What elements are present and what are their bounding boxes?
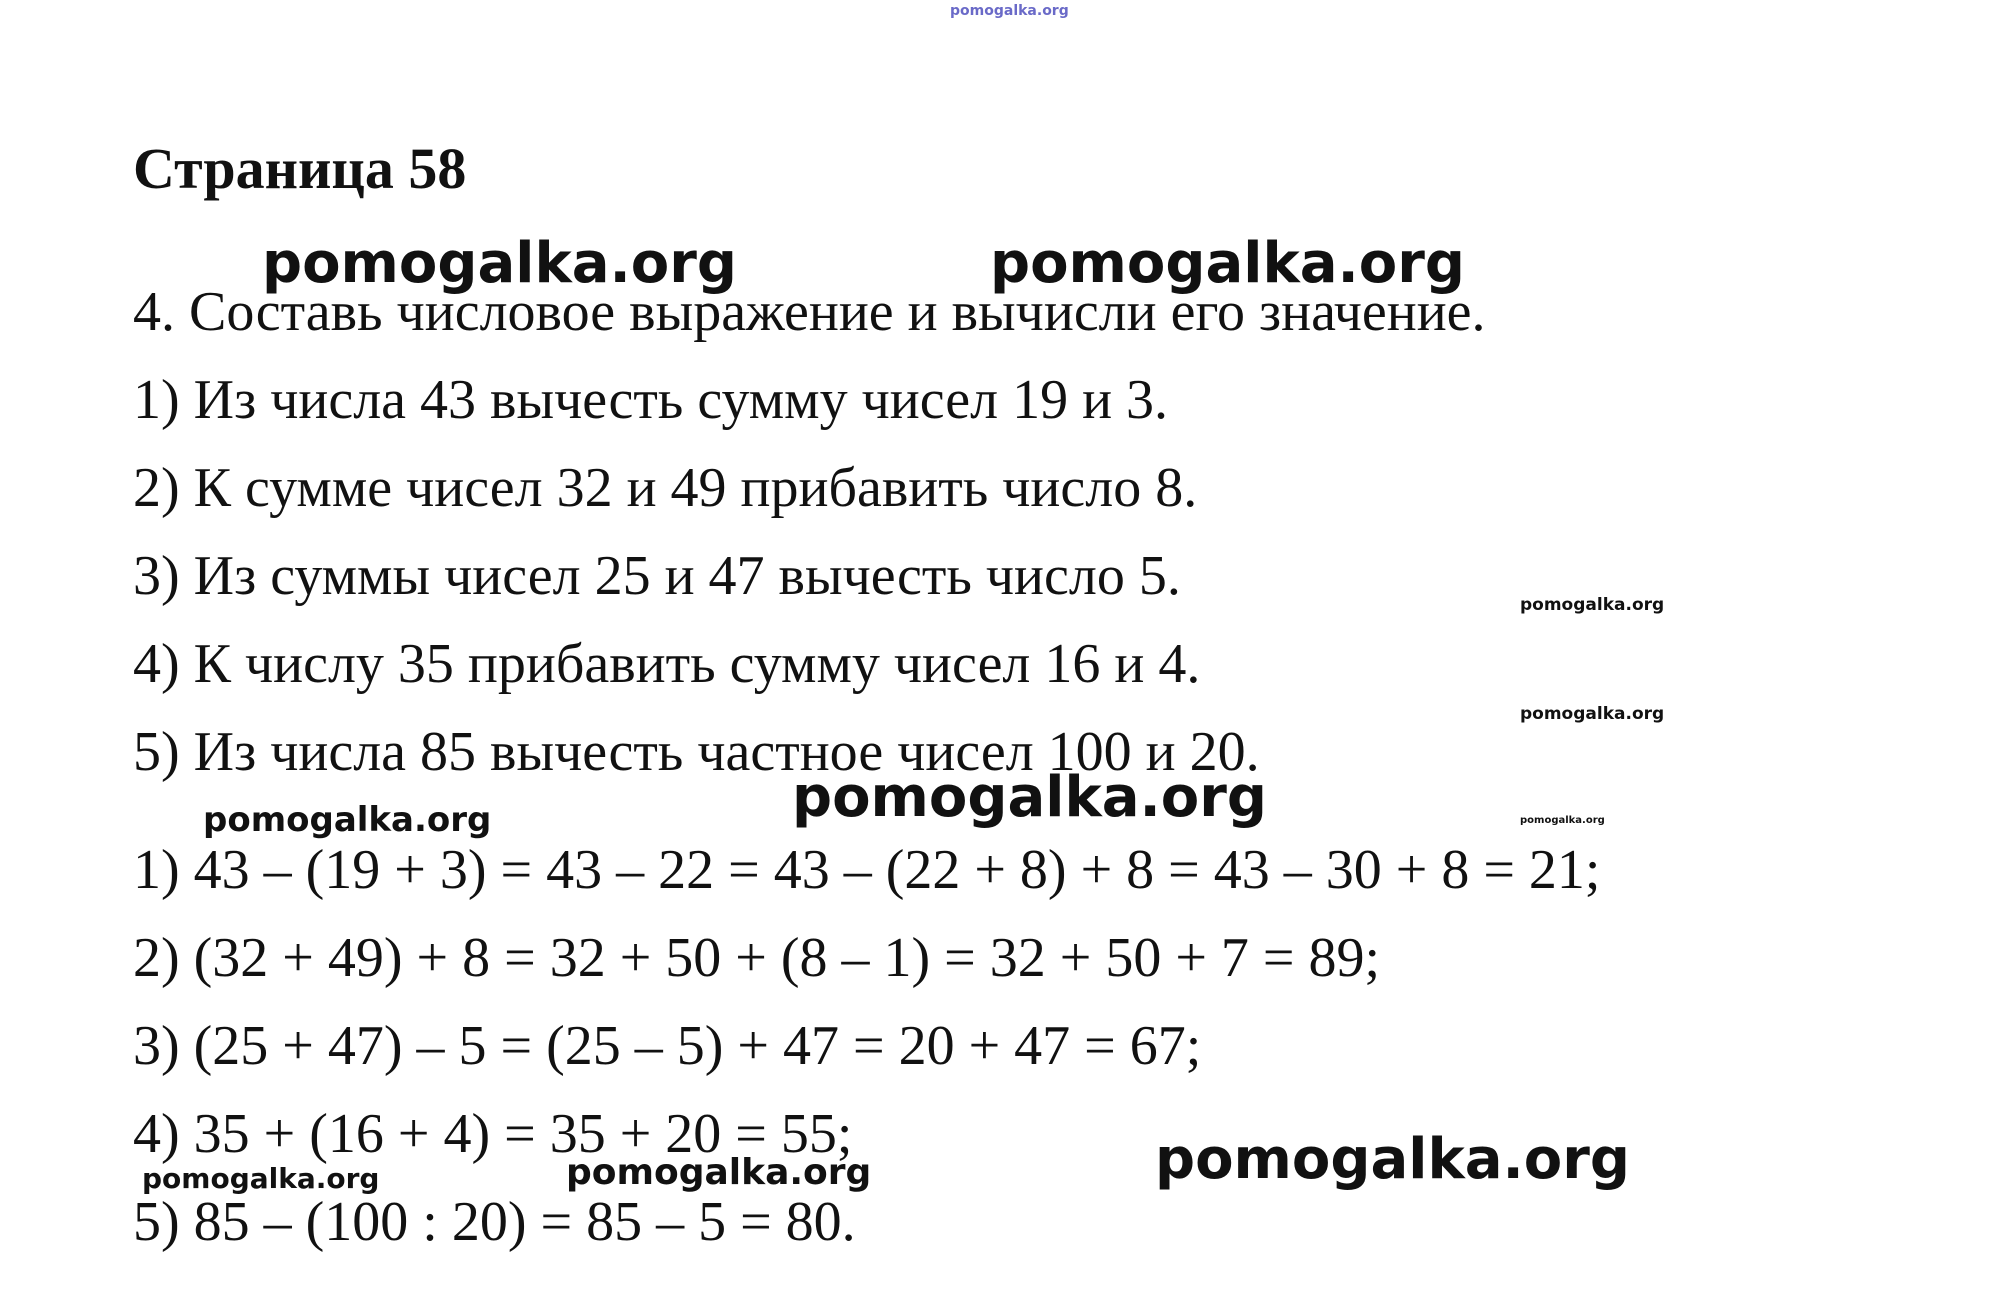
watermark: pomogalka.org [1520,595,1665,615]
watermark-top: pomogalka.org [950,3,1069,19]
watermark: pomogalka.org [142,1162,380,1195]
page-title: Страница 58 [133,136,467,201]
task-item: 5) Из числа 85 вычесть частное чисел 100 и 20. [133,721,1260,783]
task-item: 4) К числу 35 прибавить сумму чисел 16 и 4. [133,633,1201,695]
task-item: 1) Из числа 43 вычесть сумму чисел 19 и 3. [133,369,1169,431]
watermark: pomogalka.org [1155,1127,1630,1192]
watermark: pomogalka.org [792,765,1267,830]
task-item: 3) Из суммы чисел 25 и 47 вычесть число 5. [133,545,1181,607]
watermark: pomogalka.org [990,231,1465,296]
watermark: pomogalka.org [262,231,737,296]
watermark: pomogalka.org [203,800,492,840]
task-item: 2) К сумме чисел 32 и 49 прибавить число 8. [133,457,1198,519]
answer-line: 4) 35 + (16 + 4) = 35 + 20 = 55; [133,1103,853,1165]
watermark: pomogalka.org [1520,815,1605,826]
task-heading: 4. Составь числовое выражение и вычисли его значение. [133,281,1486,343]
watermark: pomogalka.org [566,1152,872,1193]
watermark: pomogalka.org [1520,704,1665,724]
answer-line: 3) (25 + 47) – 5 = (25 – 5) + 47 = 20 + 47 = 67; [133,1015,1202,1077]
answer-line: 2) (32 + 49) + 8 = 32 + 50 + (8 – 1) = 32 + 50 + 7 = 89; [133,927,1381,989]
answer-line: 1) 43 – (19 + 3) = 43 – 22 = 43 – (22 + 8) + 8 = 43 – 30 + 8 = 21; [133,839,1601,901]
answer-line: 5) 85 – (100 : 20) = 85 – 5 = 80. [133,1191,856,1253]
